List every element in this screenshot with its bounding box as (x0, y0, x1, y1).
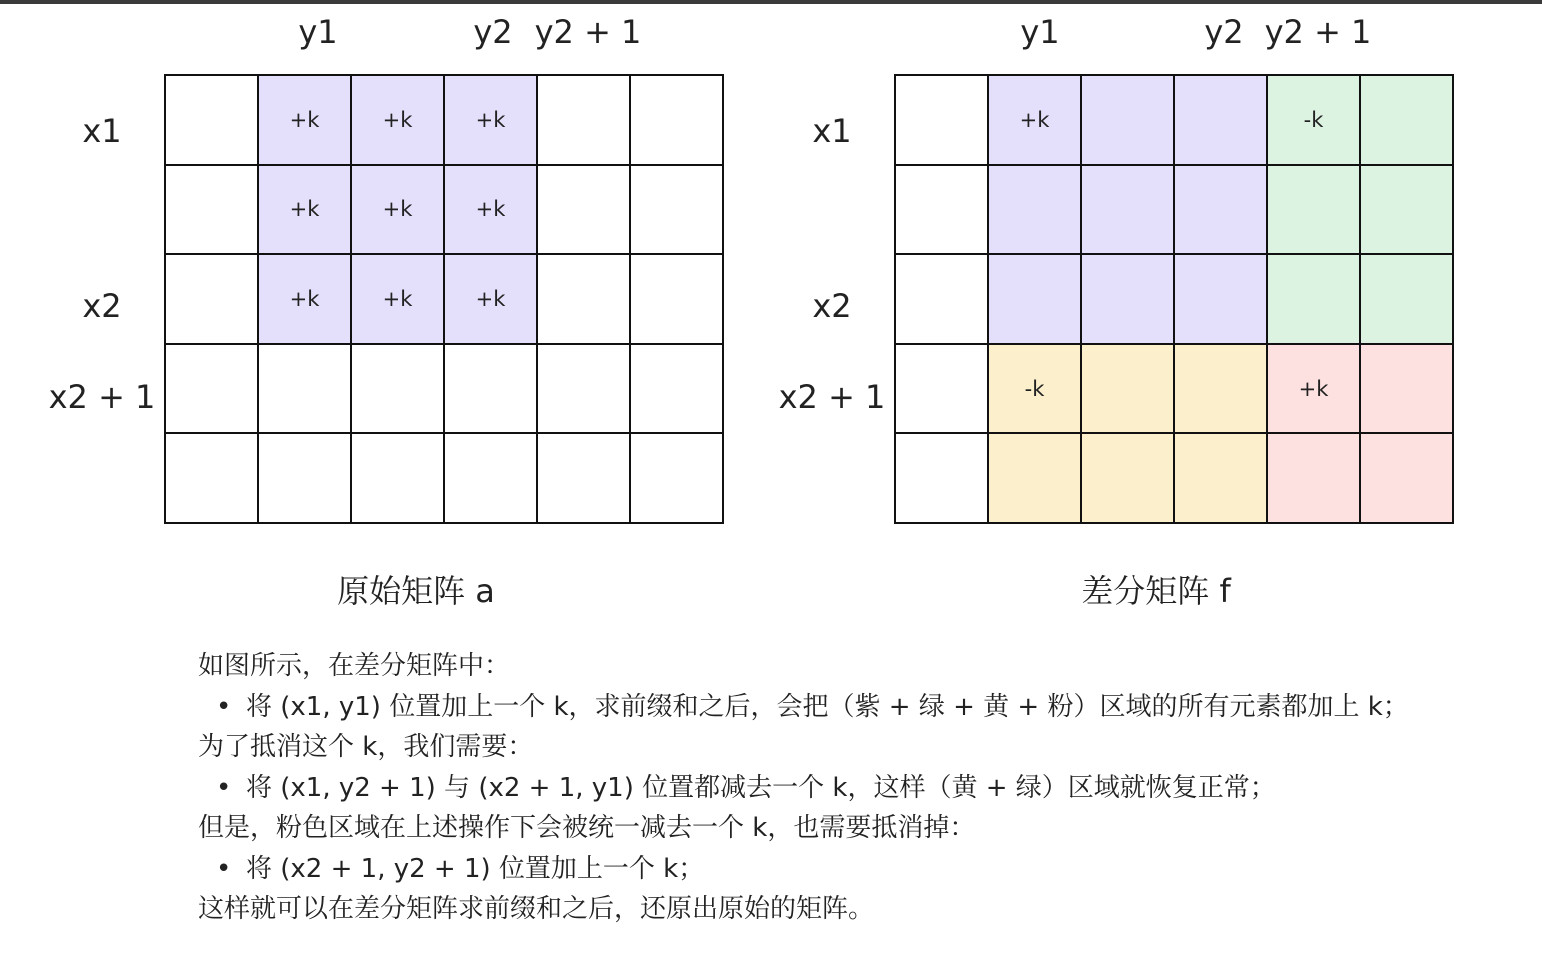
difference-matrix-cell-r3-c0 (896, 345, 989, 435)
right-row-label-x2plus1: x2 + 1 (778, 378, 886, 416)
left-row-label-x2: x2 (82, 287, 122, 325)
difference-matrix-cell-r3-c3 (1175, 345, 1268, 435)
original-matrix-cell-r1-c2: +k (352, 166, 445, 256)
original-matrix-cell-r1-c0 (166, 166, 259, 256)
original-matrix-cell-r4-c5 (631, 434, 724, 524)
original-matrix-cell-r0-c3: +k (445, 76, 538, 166)
difference-matrix-cell-r1-c5 (1361, 166, 1454, 256)
difference-matrix-grid (894, 74, 1454, 524)
difference-matrix-cell-r3-c2 (1082, 345, 1175, 435)
left-matrix-caption: 原始矩阵 a (337, 572, 495, 610)
difference-matrix-cell-r2-c1 (989, 255, 1082, 345)
original-matrix-grid (164, 74, 724, 524)
original-matrix-cell-r1-c5 (631, 166, 724, 256)
right-col-label-y1: y1 (1020, 13, 1060, 51)
left-row-label-x2plus1: x2 + 1 (48, 378, 156, 416)
original-matrix-cell-r3-c2 (352, 345, 445, 435)
intro-line: 如图所示，在差分矩阵中： (198, 651, 511, 681)
difference-matrix-cell-r4-c2 (1082, 434, 1175, 524)
left-col-label-y1: y1 (298, 13, 338, 51)
original-matrix-cell-r0-c5 (631, 76, 724, 166)
original-matrix-cell-r3-c3 (445, 345, 538, 435)
difference-matrix-cell-r1-c3 (1175, 166, 1268, 256)
right-col-label-y2: y2 (1204, 13, 1244, 51)
original-matrix-cell-r2-c1: +k (259, 255, 352, 345)
bullet-1 (198, 687, 1498, 728)
difference-matrix-cell-r2-c4 (1268, 255, 1361, 345)
right-row-label-x2: x2 (812, 287, 852, 325)
difference-matrix-cell-r4-c1 (989, 434, 1082, 524)
right-col-label-y2plus1: y2 + 1 (1264, 13, 1372, 51)
difference-matrix-cell-r1-c1 (989, 166, 1082, 256)
para-3: 但是，粉色区域在上述操作下会被统一减去一个 k，也需要抵消掉： (198, 813, 976, 843)
difference-matrix-cell-r2-c0 (896, 255, 989, 345)
original-matrix-cell-r0-c0 (166, 76, 259, 166)
explanation-text (198, 646, 1498, 930)
difference-matrix-cell-r2-c2 (1082, 255, 1175, 345)
original-matrix-cell-r4-c4 (538, 434, 631, 524)
original-matrix-cell-r3-c5 (631, 345, 724, 435)
original-matrix-cell-r1-c1: +k (259, 166, 352, 256)
right-row-label-x1: x1 (812, 112, 852, 150)
original-matrix-cell-r3-c4 (538, 345, 631, 435)
difference-matrix-cell-r3-c1: -k (989, 345, 1082, 435)
original-matrix-cell-r4-c2 (352, 434, 445, 524)
original-matrix-cell-r3-c0 (166, 345, 259, 435)
difference-matrix-cell-r4-c3 (1175, 434, 1268, 524)
para-2: 为了抵消这个 k，我们需要： (198, 732, 534, 762)
left-row-label-x1: x1 (82, 112, 122, 150)
bullet-2-text: 将 (x1, y2 + 1) 与 (x2 + 1, y1) 位置都减去一个 k，这样（黄 + 绿）区域就恢复正常； (246, 772, 1276, 803)
bullet-dot: • (216, 691, 232, 722)
difference-matrix-cell-r3-c4: +k (1268, 345, 1361, 435)
difference-matrix-cell-r2-c5 (1361, 255, 1454, 345)
bullet-dot: • (216, 772, 232, 803)
difference-matrix-cell-r3-c5 (1361, 345, 1454, 435)
original-matrix-cell-r3-c1 (259, 345, 352, 435)
left-col-label-y2plus1: y2 + 1 (534, 13, 642, 51)
original-matrix-cell-r1-c3: +k (445, 166, 538, 256)
original-matrix-cell-r0-c4 (538, 76, 631, 166)
left-col-label-y2: y2 (473, 13, 513, 51)
original-matrix-cell-r2-c0 (166, 255, 259, 345)
difference-matrix-cell-r2-c3 (1175, 255, 1268, 345)
original-matrix-cell-r2-c2: +k (352, 255, 445, 345)
conclusion-line: 这样就可以在差分矩阵求前缀和之后，还原出原始的矩阵。 (198, 894, 875, 924)
difference-matrix-cell-r0-c3 (1175, 76, 1268, 166)
bullet-3 (198, 849, 1498, 890)
original-matrix-cell-r4-c0 (166, 434, 259, 524)
original-matrix-cell-r0-c2: +k (352, 76, 445, 166)
difference-matrix-cell-r4-c5 (1361, 434, 1454, 524)
bullet-2 (198, 768, 1498, 809)
bullet-1-text: 将 (x1, y1) 位置加上一个 k，求前缀和之后，会把（紫 + 绿 + 黄 + 粉）区域的所有元素都加上 k； (246, 691, 1409, 722)
difference-matrix-cell-r0-c1: +k (989, 76, 1082, 166)
bullet-dot: • (216, 853, 232, 884)
bullet-3-text: 将 (x2 + 1, y2 + 1) 位置加上一个 k； (246, 853, 705, 884)
original-matrix-cell-r2-c3: +k (445, 255, 538, 345)
original-matrix-cell-r2-c4 (538, 255, 631, 345)
original-matrix-cell-r4-c3 (445, 434, 538, 524)
original-matrix-cell-r4-c1 (259, 434, 352, 524)
difference-matrix-cell-r1-c0 (896, 166, 989, 256)
original-matrix-cell-r0-c1: +k (259, 76, 352, 166)
difference-matrix-cell-r1-c4 (1268, 166, 1361, 256)
right-matrix-caption: 差分矩阵 f (1081, 572, 1231, 610)
difference-matrix-cell-r0-c4: -k (1268, 76, 1361, 166)
original-matrix-cell-r2-c5 (631, 255, 724, 345)
original-matrix-cell-r1-c4 (538, 166, 631, 256)
difference-matrix-cell-r4-c0 (896, 434, 989, 524)
difference-matrix-cell-r1-c2 (1082, 166, 1175, 256)
difference-matrix-cell-r0-c2 (1082, 76, 1175, 166)
top-border (0, 0, 1542, 4)
difference-matrix-cell-r4-c4 (1268, 434, 1361, 524)
difference-matrix-cell-r0-c5 (1361, 76, 1454, 166)
difference-matrix-cell-r0-c0 (896, 76, 989, 166)
